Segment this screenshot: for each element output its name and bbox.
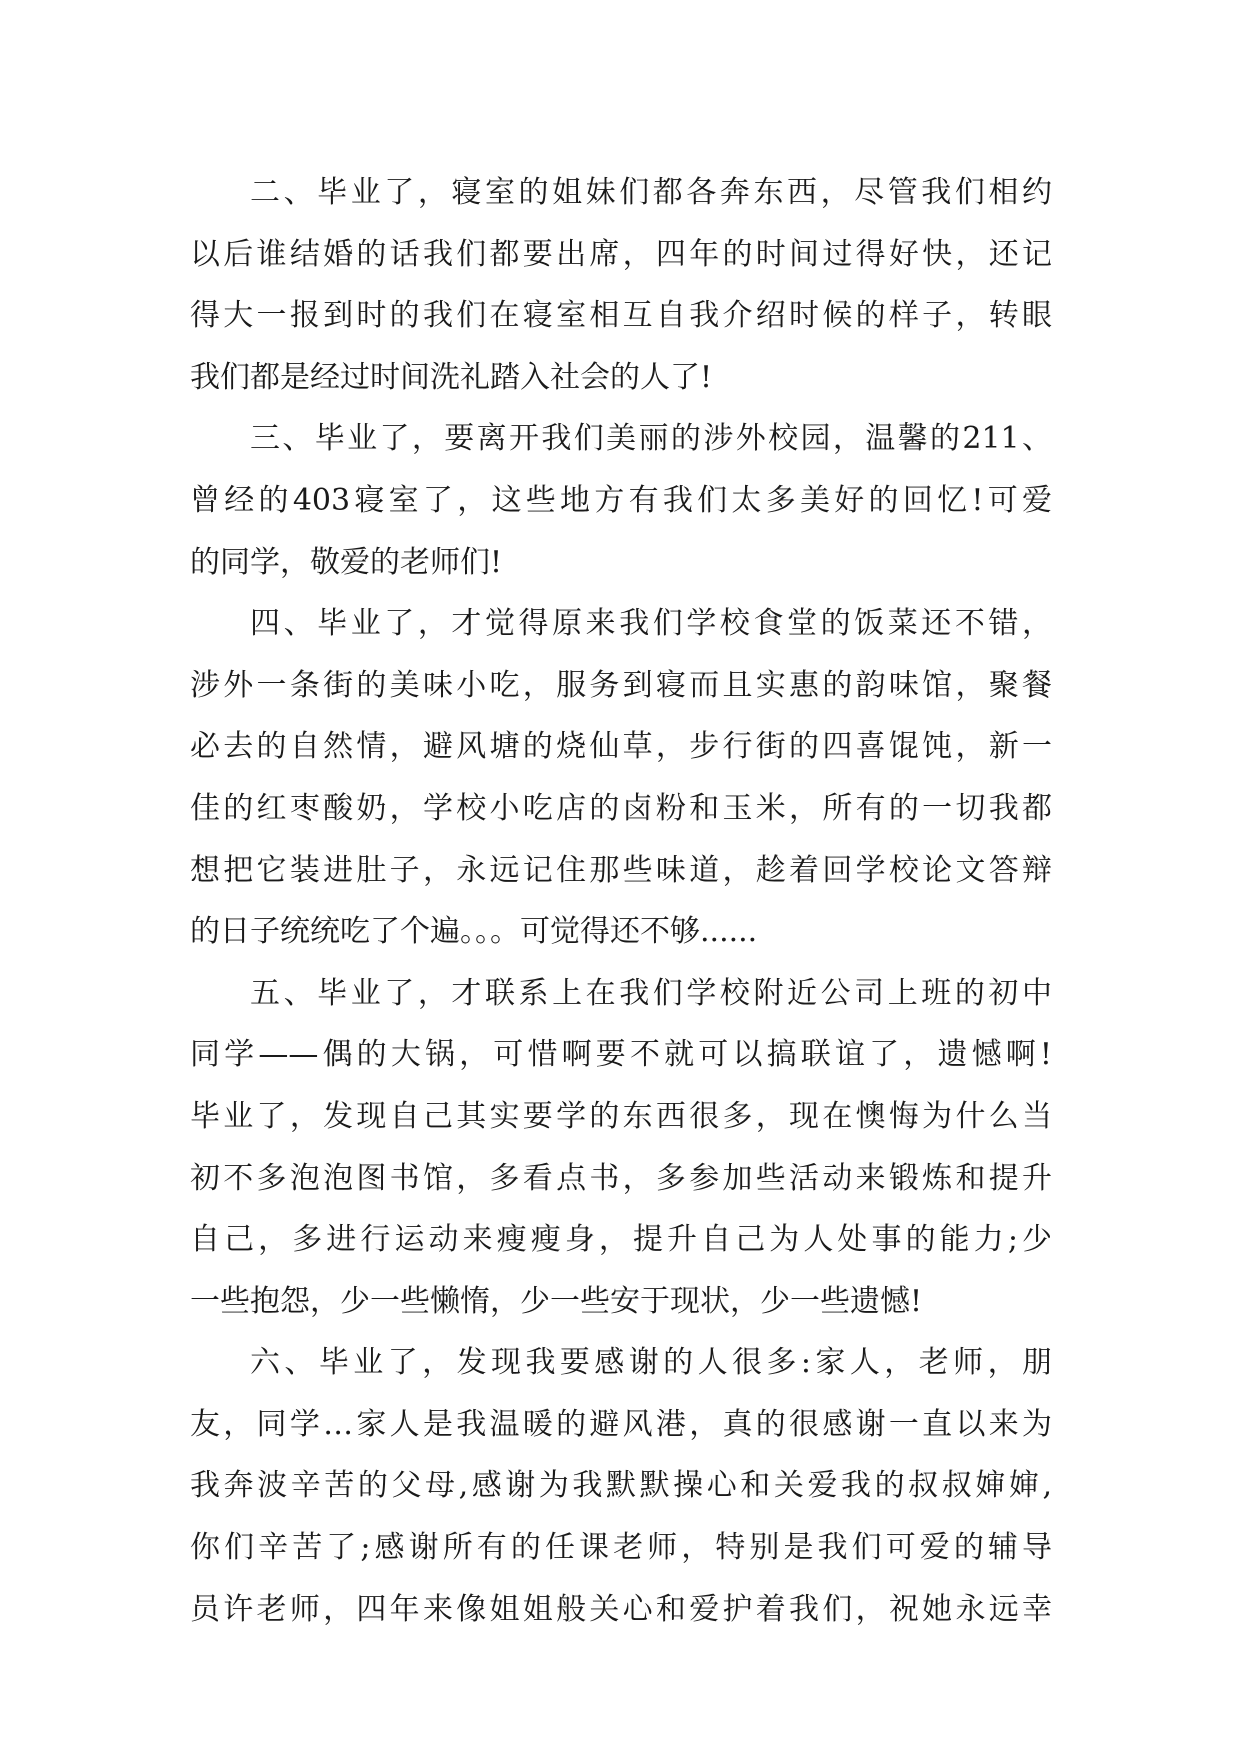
text-line: 五、毕业了，才联系上在我们学校附近公司上班的初中 bbox=[250, 975, 1052, 1011]
paragraph-6 bbox=[190, 1332, 1052, 1640]
text-line: 同学——偶的大锅，可惜啊要不就可以搞联谊了，遗憾啊! bbox=[190, 1037, 1052, 1073]
text-line: 员许老师，四年来像姐姐般关心和爱护着我们，祝她永远幸 bbox=[190, 1591, 1052, 1627]
text-line: 毕业了，发现自己其实要学的东西很多，现在懊悔为什么当 bbox=[190, 1098, 1052, 1134]
text-line: 得大一报到时的我们在寝室相互自我介绍时候的样子，转眼 bbox=[190, 298, 1052, 334]
text-line: 我奔波辛苦的父母,感谢为我默默操心和关爱我的叔叔婶婶, bbox=[190, 1468, 1052, 1504]
text-line: 佳的红枣酸奶，学校小吃店的卤粉和玉米，所有的一切我都 bbox=[190, 790, 1052, 826]
text-line: 你们辛苦了;感谢所有的任课老师，特别是我们可爱的辅导 bbox=[190, 1530, 1052, 1566]
paragraph-3 bbox=[190, 408, 1052, 593]
text-line: 自己，多进行运动来瘦瘦身，提升自己为人处事的能力;少 bbox=[190, 1222, 1052, 1258]
text-line: 友，同学…家人是我温暖的避风港，真的很感谢一直以来为 bbox=[190, 1406, 1052, 1442]
text-line: 曾经的403寝室了，这些地方有我们太多美好的回忆!可爱 bbox=[190, 482, 1052, 518]
document-body bbox=[190, 162, 1052, 1640]
paragraph-2 bbox=[190, 162, 1052, 408]
text-line: 四、毕业了，才觉得原来我们学校食堂的饭菜还不错， bbox=[250, 606, 1052, 642]
text-line: 必去的自然情，避风塘的烧仙草，步行街的四喜馄饨，新一 bbox=[190, 729, 1052, 765]
text-line: 的同学，敬爱的老师们! bbox=[190, 544, 503, 580]
text-line: 想把它装进肚子，永远记住那些味道，趁着回学校论文答辩 bbox=[190, 852, 1052, 888]
text-line: 我们都是经过时间洗礼踏入社会的人了! bbox=[190, 359, 713, 395]
text-line: 初不多泡泡图书馆，多看点书，多参加些活动来锻炼和提升 bbox=[190, 1160, 1052, 1196]
text-line: 以后谁结婚的话我们都要出席，四年的时间过得好快，还记 bbox=[190, 236, 1052, 272]
paragraph-5 bbox=[190, 963, 1052, 1333]
paragraph-4 bbox=[190, 593, 1052, 963]
text-line: 的日子统统吃了个遍。。。可觉得还不够...... bbox=[190, 914, 758, 950]
text-line: 二、毕业了，寝室的姐妹们都各奔东西，尽管我们相约 bbox=[250, 175, 1052, 210]
text-line: 六、毕业了，发现我要感谢的人很多:家人，老师，朋 bbox=[250, 1345, 1052, 1381]
text-line: 涉外一条街的美味小吃，服务到寝而且实惠的韵味馆，聚餐 bbox=[190, 667, 1052, 703]
text-line: 三、毕业了，要离开我们美丽的涉外校园，温馨的211、 bbox=[250, 421, 1052, 457]
text-line: 一些抱怨，少一些懒惰，少一些安于现状，少一些遗憾! bbox=[190, 1283, 923, 1319]
